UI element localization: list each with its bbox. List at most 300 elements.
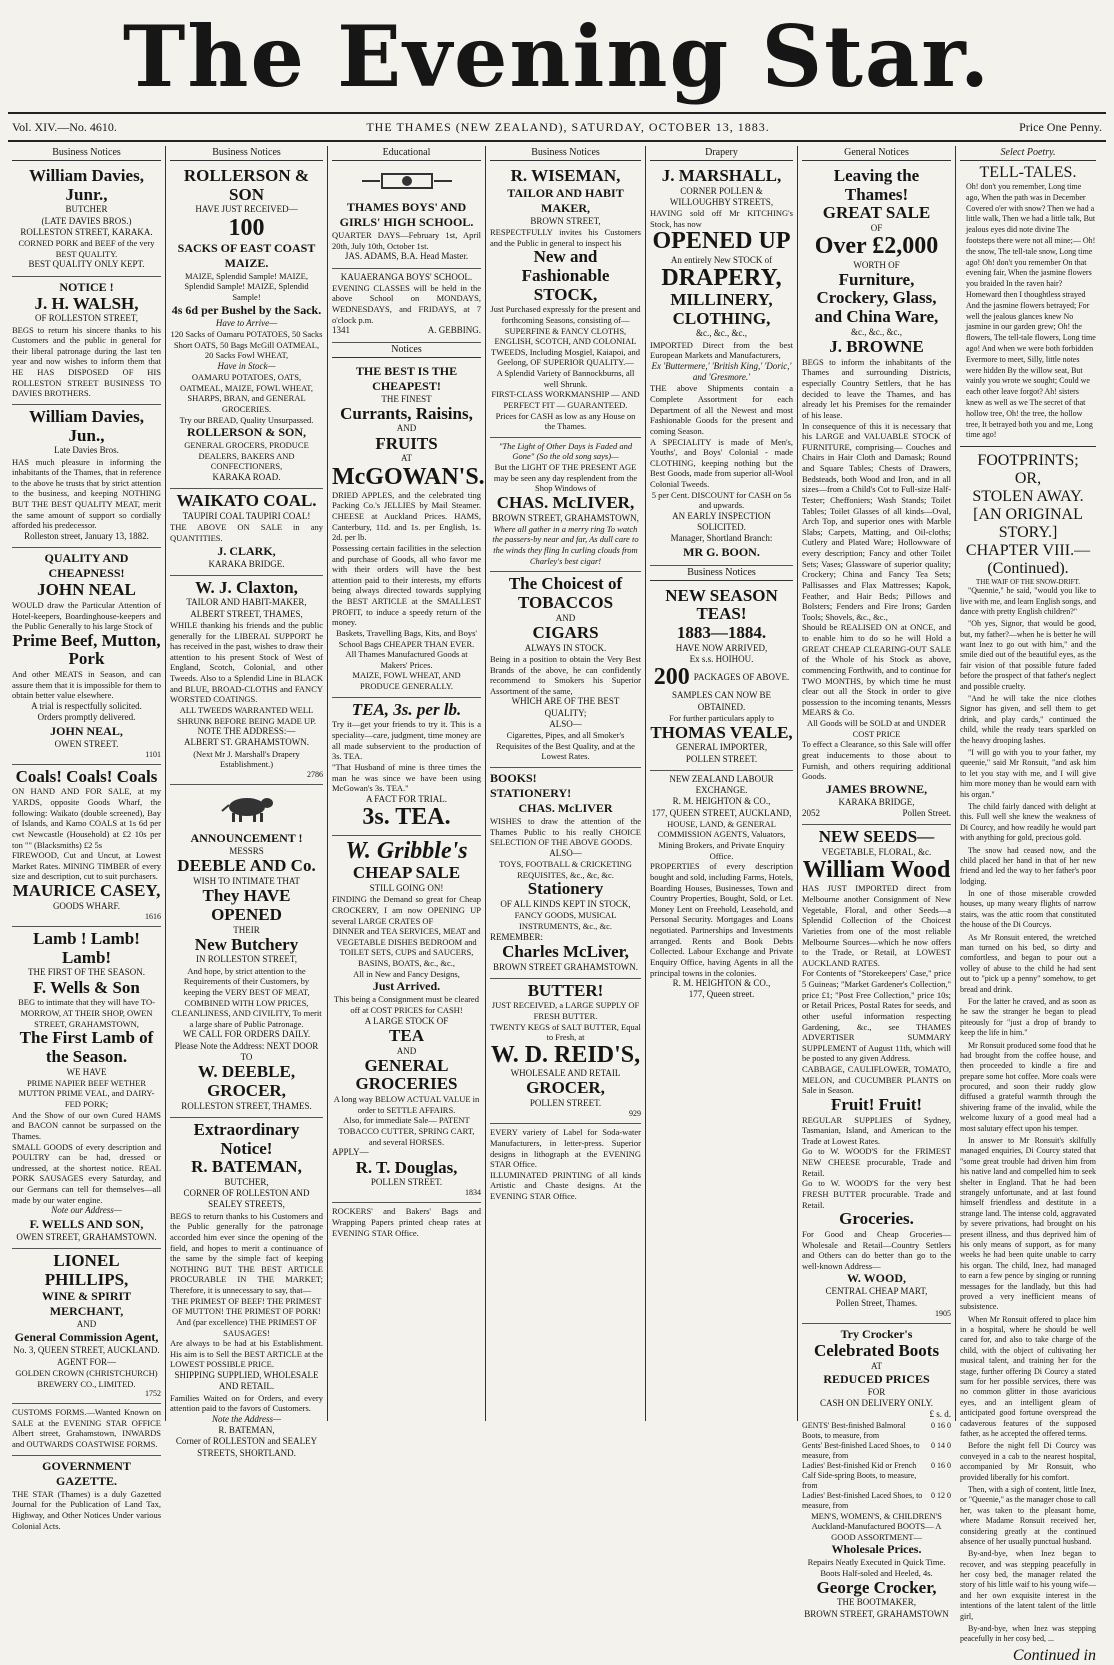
ad-and: AND: [555, 612, 576, 623]
price-row: [802, 1491, 951, 1511]
ad-name: CHAS. McLIVER,: [496, 492, 635, 512]
ad-price: 4s 6d per Bushel by the Sack.: [171, 302, 322, 317]
ad-body-3: Should be REALISED ON at ONCE, and to enable him to do so he will Hold a GREAT CHEAP CLEARING-OUT SALE of the Whole of his Stock as above, commencing Forthwith, and to continue for TWO MONTHS, by which time he must clear out all the Stock in order to give possession to the incoming tenants, Messrs MEARS & Co.: [802, 622, 951, 718]
ad-body-2: PROPERTIES of every description bought and sold, including Farms, Hotels, Boarding Houses, Businesses, Town and Country Properties, Bought, Sold, or Let. Money Lent on Freehold, Leasehold, and Personal Security. Mortgages and Loans negotiated. Partnerships and Investments arranged. Rents and Book Debts Collected. Labour Exchange and Private Enquiry Office, having Agents in all the principal towns in the colonies.: [650, 861, 793, 978]
column-header: Business Notices: [490, 146, 641, 161]
story-paragraph: The snow had ceased now, and the child placed her hand in that of her new friend and led the way to her father's poor lodging.: [960, 845, 1096, 886]
ad-name: W. Gribble's: [345, 838, 468, 865]
ad-trade: TAILOR AND HABIT-MAKER,: [186, 597, 307, 608]
ad-government-gazette: [12, 1456, 161, 1537]
price-item: GENTS' Best-finished Balmoral Boots, to measure, from: [802, 1420, 906, 1440]
place-and-date: THE THAMES (NEW ZEALAND), SATURDAY, OCTOBER 13, 1883.: [366, 119, 770, 134]
ad-goods: Furniture, Crockery, Glass, and China Ware,: [814, 269, 939, 327]
ad-name: J. H. WALSH,: [34, 293, 139, 313]
ad-body: GOLDEN CROWN (CHRISTCHURCH) BREWERY CO., LIMITED.: [15, 1367, 158, 1389]
ad-footer: Rolleston street, January 13, 1882.: [24, 530, 149, 541]
ad-list: PRIME NAPIER BEEF WETHER MUTTON PRIME VEAL, and DAIRY-FED PORK;: [18, 1077, 155, 1110]
ad-davies-jun: [12, 405, 161, 548]
ad-heading: Stationery: [527, 879, 604, 899]
ad-gribbles: [332, 836, 481, 1203]
ad-body-3: CABBAGE, CAULIFLOWER, TOMATO, MELON, and CUCUMBER PLANTS on Sale in Season.: [802, 1064, 951, 1096]
ad-intro: HAVE JUST RECEIVED—: [195, 204, 298, 215]
ad-manager: Manager, Shortland Branch:: [670, 533, 773, 544]
ad-ship: Ex s.s. HOIHOU.: [689, 654, 754, 664]
ad-body: WOULD draw the Particular Attention of Hotel-keepers, Boardinghouse-keepers and the Public Generally to his large Stock of: [12, 599, 161, 632]
ad-body-3: OF ALL KINDS KEPT IN STOCK,: [500, 899, 631, 910]
ad-body: HOUSE, LAND, & GENERAL COMMISSION AGENTS, Valuators, Mining Brokers, and Private Enquiry Office.: [657, 818, 786, 861]
ad-name: J. MARSHALL,: [661, 166, 782, 185]
ad-body-2: And other MEATS in Season, and can assure them that it is impossible for them to obtain better value elsewhere.: [12, 669, 161, 701]
ad-remember: REMEMBER:: [490, 931, 544, 942]
ad-body-2: Are always to be had at his Establishment. His aim is to Sell the BEST ARTICLE at the LOWEST POSSIBLE PRICE.: [170, 1338, 323, 1370]
ad-heading: The Choicest of: [508, 574, 623, 594]
ad-goods: Currants, Raisins,: [340, 403, 473, 423]
ad-and: AND: [396, 1045, 417, 1056]
ad-stock: Have in Stock—: [217, 360, 276, 371]
ad-sign-address: GOODS WHARF.: [52, 900, 121, 911]
story-paragraph: The child fairly danced with delight at this. Full well she knew the weakness of Di Courcy, and how readily he would part with anything for gold, precious gold.: [960, 801, 1096, 843]
ad-trade: THE BOOTMAKER,: [837, 1597, 916, 1608]
ad-body-3: MEN'S, WOMEN'S, & CHILDREN'S Auckland-Manufactured BOOTS— A GOOD ASSORTMENT—: [811, 1510, 942, 1542]
masthead: [8, 0, 1106, 114]
ad-sign-address: POLLEN STREET.: [370, 1177, 443, 1188]
ad-body-2: ALL TWEEDS WARRANTED WELL SHRUNK BEFORE BEING MADE UP.: [176, 704, 317, 726]
ad-trade: GENERAL IMPORTER,: [675, 742, 768, 753]
price-value: 0 16 0: [931, 1420, 951, 1430]
ad-signature: A. GEBBING.: [427, 325, 481, 336]
newspaper-title: The Evening Star.: [122, 6, 992, 106]
ad-body: THE STAR (Thames) is a duly Gazetted Journal for the Publication of Land Tax, Highway, and Other Notices Under various Colonial Acts.: [12, 1488, 161, 1531]
ad-address-label: Note the Address—: [212, 1413, 281, 1424]
ad-body-4: A long way BELOW ACTUAL VALUE in order to SETTLE AFFAIRS.: [333, 1094, 480, 1115]
ad-body-4: All Goods will be SOLD at and UNDER COST PRICE: [806, 718, 947, 739]
ad-body-3: For further particulars apply to: [669, 712, 774, 723]
ad-body-4: THE above Shipments contain a Complete Assortment for each Department of all the Newest and most Fashionable Goods for the present and coming Season.: [650, 383, 793, 436]
ad-heading: GOVERNMENT GAZETTE.: [42, 1458, 131, 1488]
price-value: 0 14 0: [931, 1440, 951, 1450]
ad-their: THEIR: [233, 924, 260, 935]
ad-address-label: NOTE THE ADDRESS:—: [197, 726, 296, 737]
ad-sub-2: A LARGE STOCK OF: [364, 1015, 449, 1026]
ad-goods-2: CIGARS: [532, 622, 599, 642]
ad-name: J. BROWNE: [829, 337, 924, 357]
ad-etc: &c., &c., &c.,: [851, 326, 902, 337]
ad-sign-2: GENERAL GROCERS, PRODUCE DEALERS, BAKERS AND CONFECTIONERS,: [184, 440, 309, 472]
ad-big-text: 3s. TEA.: [362, 804, 451, 830]
ad-name: R. M. HEIGHTON & CO.,: [672, 796, 771, 807]
ad-body-3: IMPORTED Direct from the best European Markets and Manufacturers,: [650, 339, 793, 361]
ad-address: CORNER POLLEN & WILLOUGHBY STREETS,: [669, 185, 774, 207]
story-tag: [AN ORIGINAL STORY.]: [973, 506, 1083, 542]
ad-packages-label: PACKAGES OF ABOVE.: [693, 672, 790, 683]
ad-address: BROWN STREET, GRAHAMSTOWN,: [492, 512, 639, 523]
ad-number: 200: [653, 664, 690, 691]
ad-agent: AGENT FOR—: [56, 1356, 117, 1367]
ad-call: WE CALL FOR ORDERS DAILY.: [182, 1029, 311, 1040]
ad-name: R. BATEMAN,: [191, 1157, 302, 1177]
ad-bateman: [170, 1118, 323, 1464]
ad-goods: New Butchery: [194, 934, 299, 954]
ad-body-4: All Thames Manufactured Goods at Makers' Prices.: [345, 649, 468, 670]
poem-text: Oh! don't you remember, Long time ago, When the path was in December Covered o'er with snow? Then we had a little walk, Then we had a little talk, But jealous eyes did note divine The footsteps there were not all mine;— Oh! the snow, The tell-tale snow, Long time ago! Oh! don't you remember On that evening fair, When the jasmine flowers you braided In the raven hair? Homeward then I thoughtless strayed And the jasmine flowers betrayed; For well the jealous glances knew No jasmine in our garden grew; Oh! the flowers, The tell-tale flowers, Long time ago! And when we were both forbidden Evermore to meet, Silly, little notes were hidden By the willow seat, But vainly you wrote we sought; Could we each other leave forgot? Ah! sisters knew as well as we The secret of that hollow tree, Oh! the tree, the hollow tree, It betrayed both you and me, Long time ago!: [966, 182, 1096, 440]
chapter-title: THE WAIF OF THE SNOW-DRIFT.: [975, 578, 1081, 587]
ad-marshall: [650, 164, 793, 566]
ad-body-3: Families Waited on for Orders, and every attention paid to the favors of Customers.: [170, 1392, 323, 1414]
ad-body-4: FIRST-CLASS WORKMANSHIP — AND PERFECT FIT — GUARANTEED.: [491, 389, 640, 410]
ad-body-3: This being a Consignment must be cleared off at COST PRICES for CASH!: [334, 994, 479, 1015]
ad-new-teas: [650, 584, 793, 771]
ad-body-7: For Good and Cheap Groceries—Wholesale and Retail—Country Settlers and Others can do better than go to the well-known Address—: [802, 1228, 951, 1271]
ad-trade: TAILOR AND HABIT MAKER,: [507, 185, 624, 215]
ad-body-7: AN EARLY INSPECTION SOLICITED.: [672, 510, 771, 533]
story-paragraph: By-and-bye, when Inez was stepping peacefully in her cosy bed, ...: [960, 1624, 1096, 1644]
ad-list-3: OAMARU POTATOES, OATS, OATMEAL, MAIZE, FOWL WHEAT, SHARPS, BRAN, and GENERAL GROCERIES.: [180, 372, 313, 414]
chapter-heading: CHAPTER VIII.—(Continued).: [965, 542, 1091, 578]
story-paragraph: "And he will take the nice clothes Signor has given, and sell them to get drink, and play cards," continued the child, while the ready tears sparkled on the heavy drooping lashes.: [960, 694, 1096, 745]
ad-list: MAIZE, Splendid Sample! MAIZE, Splendid Sample! MAIZE, Splendid Sample!: [184, 270, 309, 303]
ad-signature: MAURICE CASEY,: [12, 881, 161, 901]
ad-signature: W. DEEBLE, GROCER,: [197, 1062, 296, 1100]
ad-ref-number: 1752: [145, 1389, 161, 1399]
ad-manager-name: MR G. BOON.: [683, 544, 760, 559]
ad-body-2: WHICH ARE OF THE BEST QUALITY;: [511, 696, 620, 718]
ad-sign-address: KARAKA ROAD.: [212, 472, 281, 483]
ad-name: F. Wells & Son: [33, 977, 140, 997]
ad-william-wood: [802, 825, 951, 1324]
ad-note: (LATE DAVIES BROS.): [41, 215, 132, 226]
ad-body: WHILE thanking his friends and the public generally for the LIBERAL SUPPORT he has received in the past, wishes to draw their attention to his present Stock of West of England, Scotch, Colonial, and other Tweeds. Also to a Splendid Line in BLACK and BLUE, BROAD-CLOTHS and FANCY WORSTED COATINGS.: [170, 619, 323, 705]
ad-body: ON HAND AND FOR SALE, at my YARDS, opposite Goods Wharf, the following: Waikato (double screened), Bay of Islands, and Kamo COALS at 1s 6d per cwt Newcastle (Household) at £2 10s per ton "" (Blacksmiths) £2 5s: [12, 786, 161, 850]
ad-name: DEEBLE AND Co.: [177, 856, 316, 876]
ad-body: RESPECTFULLY invites his Customers and the Public in general to inspect his: [490, 226, 641, 248]
ad-heading: TEA, 3s. per lb.: [351, 699, 462, 719]
ad-body-2: In consequence of this it is necessary that his LARGE and VALUABLE STOCK of FURNITURE, comprising— Couches and Chairs in Hair Cloth and Damask; Round and Square Tables; Chests of Drawers, Bedsteads, both Wood and Iron, and in all sizes—from a Child's Cot to Full-size Half-Tester; Cheffoniers; Wash Stands; Toilet Tables; Toilet Glasses of all kinds—Oval, Arch Top, and superior ones with Marble Slabs; Carpets, Matting, and Oil-cloths; Cutlery and Plated Ware; Hollowware of every description; Fancy and other Toilet Sets; Vases; Glassware of superior quality; Crockery; China and Fancy Tea Sets; Pallisasses and Flax Mattresses; Kapok, Feather, and Hair Beds; Pillows and Bolsters; Fenders and Fire Irons; Garden Tools; Shovels, &c., &c.,: [802, 420, 951, 622]
column-header: General Notices: [802, 146, 951, 161]
story-title: FOOTPRINTS;: [977, 452, 1079, 470]
ad-body-2: FIREWOOD, Cut and Uncut, at Lowest Market Rates. MINING TIMBER of every size and description, cut to suit purchasers.: [12, 850, 161, 882]
story-paragraph: "Oh yes, Signor, that would be good, but, my father?—when he is better he will want Inez to go out with him," and the smile died out of the beautiful eyes, as the fair vision of that possible future faded before the prospect of that father's neglect and possible cruelty.: [960, 619, 1096, 691]
ad-and: AND: [396, 423, 417, 434]
ad-heading: ANNOUNCEMENT !: [190, 830, 303, 845]
story-paragraph: By-and-bye, when Inez began to recover, and was stepping peacefully in her cosy bed, the manager related the story of his little waif to his young wife—and her own exquisite interest in the intentions of the latent talent of the little girl,: [960, 1549, 1096, 1621]
ad-goods-2: FRUITS: [375, 433, 438, 453]
ad-body-5: Go to W. WOOD'S for the FRIMEST NEW CHEESE procurable, Trade and Retail.: [802, 1146, 951, 1178]
ad-body: BEGS to return his sincere thanks to his Customers and the public in general for their liberal patronage during the last ten year and now wishes to inform them that HE HAS DISPOSED OF HIS ROLLESTON STREET BUSINESS TO DAVIES BROTHERS.: [12, 324, 161, 399]
ad-trade-2: GROCER,: [526, 1078, 605, 1098]
ad-goods: TOBACCOS: [517, 593, 614, 612]
ad-name: THAMES BOYS' AND GIRLS' HIGH SCHOOL.: [339, 200, 474, 229]
price-item: Gents' Best-finished Laced Shoes, to measure, from: [802, 1440, 920, 1460]
crest-icon: [352, 170, 462, 192]
ad-ships: Ex 'Buttermere,' 'British King,' 'Doric,' and 'Gresmore.': [651, 360, 792, 383]
ad-john-neal: [12, 548, 161, 765]
ad-goods-2: MILLINERY,: [670, 290, 773, 310]
bull-icon: [217, 791, 277, 823]
ad-customs-forms: [12, 1404, 161, 1456]
ad-signature: JAMES BROWNE,: [825, 781, 928, 796]
ad-heading: NEW ZEALAND LABOUR EXCHANGE.: [669, 773, 774, 795]
ad-sign-address-2: Pollen Street.: [902, 808, 951, 818]
ad-body-2: Just Purchased expressly for the present and forthcoming Seasons, consisting of— SUPERFINE & FANCY CLOTHS, ENGLISH, SCOTCH, AND COLONIAL TWEEDS, Including Mosgiel, Kaiapoi, and Geelong, OF SUPERIOR QUALITY.—: [490, 304, 641, 368]
story-paragraph: Mr Ronsuit produced some food that he had brought from the coffee house, and then proceeded to kindle a fire and prepare some hot coffee. More coals were procured, and soon their ruddy glow diffused a grateful warmth through the shivering frame of the invalid, while the welcome luxury of a good meal had a most salutary effect upon his temper.: [960, 1040, 1096, 1133]
ad-heading: NEW SEASON TEAS!: [665, 585, 778, 624]
story-paragraph: In answer to Mr Ronsuit's skilfully managed enquiries, Di Courcy stated that "some great trouble had driven him from his native land and compelled him to seek shelter in England. That he had been strangely unfortunate, and at last found himself friendless and destitute in a strange land. The intense cold, aggravated by severe privations, had brought on his present illness, and thus deprived him of his only means of support, as for many weeks he had been quite unable to carry his organ. The child, Inez, had managed to earn a few pence by singing or running messages for the landlady, but this had proved a very inefficient means of subsistence.: [960, 1136, 1096, 1312]
ad-sign-address: Corner of ROLLESTON and SEALEY STREETS, SHORTLAND.: [175, 1436, 318, 1458]
story-subtitle: STOLEN AWAY.: [972, 488, 1084, 506]
ad-sub: THE FIRST OF THE SEASON.: [28, 967, 145, 978]
volume-number: Vol. XIV.—No. 4610.: [12, 119, 117, 134]
ad-sign-address: Pollen Street, Thames.: [835, 1297, 918, 1308]
ad-body-4: Repairs Neatly Executed in Quick Time. Boots Half-soled and Heeled, 4s.: [807, 1557, 946, 1579]
ad-william-davies: [12, 164, 161, 277]
ad-heading: NEW SEEDS—: [818, 827, 935, 847]
column-6: [798, 146, 956, 1619]
ad-sign-2: CENTRAL CHEAP MART,: [825, 1286, 928, 1297]
ad-goods: TEA: [389, 1025, 424, 1045]
ad-mcliver-light: [490, 438, 641, 573]
ad-and: AND: [76, 1319, 97, 1330]
ad-body-5: Prices for CASH as low as any House on the Thames.: [495, 410, 636, 432]
ad-heading: Leaving the Thames!: [833, 166, 920, 204]
ad-also: ALSO—: [549, 718, 582, 729]
ad-signature: R. T. Douglas,: [355, 1157, 458, 1177]
ad-body-2: CASH ON DELIVERY ONLY.: [819, 1398, 934, 1409]
ad-heading: THE BEST IS THE CHEAPEST!: [355, 363, 458, 393]
ad-body: Being in a position to obtain the Very Best Brands of the above, he can confidently recommend to Smokers his Superior Assortment of the same,: [490, 653, 641, 696]
ad-coals: [12, 765, 161, 927]
ad-stationery: STATIONERY!: [490, 786, 572, 800]
column-7: [956, 146, 1100, 1664]
ad-tobacco: [490, 572, 641, 768]
ad-sign-address: ROLLESTON STREET, THAMES.: [181, 1100, 312, 1111]
ad-verse: Where all gather in a merry ring To watch the passers-by near and far, As dull care to the winds they fling In curling clouds from Charley's best cigar!: [492, 523, 639, 566]
ad-body-2: ILLUMINATED PRINTING of all kinds Artistic and Chaste designs. At the EVENING STAR Office.: [490, 1169, 641, 1202]
column-header: Business Notices: [170, 146, 323, 161]
column-2: [166, 146, 328, 1458]
ad-ref-number: 1616: [145, 912, 161, 921]
ad-body: EVENING CLASSES will be held in the above School on MONDAYS, WEDNESDAYS, and FRIDAYS, at 7 o'clock p.m.: [332, 282, 481, 325]
ad-footer: [802, 808, 951, 819]
ad-currency: £ s. d.: [929, 1409, 951, 1420]
price-row: [802, 1421, 951, 1441]
ad-shipping: SHIPPING SUPPLIED, WHOLESALE AND RETAIL.: [174, 1370, 319, 1392]
ad-crocker: [802, 1324, 951, 1625]
ad-arrived: Just Arrived.: [372, 979, 441, 994]
ad-deeble: [170, 785, 323, 1118]
columns: [8, 146, 1106, 1664]
ad-heading: Lamb ! Lamb! Lamb!: [33, 929, 140, 967]
ad-body-3: A Splendid Variety of Bannockburns, all well Shrunk.: [496, 368, 635, 389]
column-header: Select Poetry.: [960, 146, 1096, 161]
story-paragraph: Then, with a sigh of content, little Inez, or "Queenie," as the manager chose to call her, was taken to the pleasant home, where Madame Ronsuit received her, considering greatly at the continued absence of her usually punctual husband.: [960, 1484, 1096, 1546]
ad-body-2: TOYS, FOOTBALL & CRICKETING REQUISITES, &c., &c, &c.: [499, 859, 632, 880]
ad-body: EVERY variety of Label for Soda-water Manufacturers, in letter-press. Superior designs in lithograph at the EVENING STAR Office.: [490, 1127, 641, 1170]
ad-rollerson-maize: [170, 164, 323, 489]
ad-address: OF ROLLESTON STREET,: [35, 313, 138, 324]
ad-name: LIONEL PHILLIPS,: [44, 1250, 129, 1289]
ad-body: WISH TO INTIMATE THAT: [193, 875, 300, 886]
ad-big-number: 100: [228, 214, 265, 241]
ad-list-2: 120 Sacks of Oamaru POTATOES, 50 Sacks Short OATS, 50 Bags McGill OATMEAL, 20 Sacks Fowl WHEAT,: [170, 328, 323, 361]
ad-at: AT: [871, 1360, 882, 1371]
ad-name: ROLLERSON & SON: [183, 166, 310, 204]
ad-of: OF: [870, 223, 883, 234]
ad-trade: BUTCHER,: [224, 1176, 269, 1187]
ad-sign-address: OWEN STREET.: [54, 738, 119, 749]
ad-body-5: Also, for immediate Sale— PATENT TOBACCO CUTTER, SPRING CART, and several HORSES.: [338, 1115, 475, 1147]
ad-wiseman: [490, 164, 641, 438]
ad-body: HAVING sold off Mr KITCHING's Stock, has now: [650, 208, 793, 229]
story-paragraph: "I will go with you to your father, my queenie," said Mr Ronsuit, "and ask him to let you stay with me, and I will give him more money than he would earn with his organ.": [960, 747, 1096, 799]
ad-body-3: Cigarettes, Pipes, and all Smoker's Requisites of the Best Quality, and at the Lowest Rates.: [496, 730, 635, 762]
story-body: [960, 586, 1096, 1645]
ad-body-4: FANCY GOODS, MUSICAL INSTRUMENTS, &c., &c.: [514, 910, 617, 931]
ad-goods: Prime Beef, Mutton, Pork: [12, 630, 161, 669]
ad-packages: [650, 665, 793, 690]
ad-books: BOOKS!: [490, 771, 537, 785]
poem-title: TELL-TALES.: [979, 164, 1077, 181]
ad-body: ROCKERS' and Bakers' Bags and Wrapping Papers printed cheap rates at EVENING STAR Office.: [332, 1206, 481, 1238]
ad-labels-printing: [490, 1124, 641, 1206]
story-paragraph: Before the night fell Di Courcy was conveyed in a cab to the nearest hospital, accompanied by Mr Ronsuit, who provided liberally for his comfort.: [960, 1441, 1096, 1482]
ad-body-3: Baskets, Travelling Bags, Kits, and Boys' School Bags CHEAPER THAN EVER.: [336, 627, 477, 649]
ad-signature: ROLLERSON & SON,: [186, 425, 307, 440]
ad-body-5: MAIZE, FOWL WHEAT, AND PRODUCE GENERALLY.: [352, 670, 461, 692]
column-5: [646, 146, 798, 1421]
ad-arrive: Have to Arrive—: [215, 317, 278, 328]
ad-heading: BUTTER!: [527, 980, 604, 1000]
ad-fact: A FACT FOR TRIAL.: [365, 793, 448, 804]
ad-body: BEGS to return thanks to his Customers and the Public generally for the patronage accorded him ever since the opening of the field, and hopes to merit a continuance of the same by the simple fact of keeping NOTHING BUT THE BEST ARTICLE PROCURABLE IN THE MARKET; Therefore, it is unnecessary to say, that—: [170, 1210, 323, 1295]
ad-goods-2: GENERAL GROCERIES: [355, 1055, 458, 1094]
ad-body-2: And the Show of our own Cured HAMS and BACON cannot be surpassed on the Thames.: [12, 1109, 161, 1141]
ad-claxton: [170, 576, 323, 785]
ad-body: BEGS to inform the inhabitants of the Thames and surrounding Districts, especially Country Settlers, that he has decided to leave the Thames, and has already let his Premises for the remainder of his lease.: [802, 356, 951, 420]
ad-body-4: REGULAR SUPPLIES of Sydney, Tasmanian, Island, and American to the Trade at Lowest Rates.: [802, 1114, 951, 1146]
ad-address: No. 3, QUEEN STREET, AUCKLAND.: [13, 1345, 160, 1356]
ad-address: 177, QUEEN STREET, AUCKLAND,: [651, 807, 792, 818]
ad-name: W. J. Claxton,: [195, 577, 298, 597]
ad-kauaeranga-school: [332, 269, 481, 343]
ad-we-have: WE HAVE: [66, 1066, 107, 1077]
ad-address: CORNER OF ROLLESTON AND SEALEY STREETS,: [183, 1188, 310, 1210]
column-3: [328, 146, 486, 1421]
ad-signature: R. BATEMAN,: [218, 1425, 275, 1435]
price-list: [802, 1421, 951, 1511]
ad-heading: WAIKATO COAL.: [176, 491, 317, 511]
ad-address: POLLEN STREET.: [529, 1098, 602, 1109]
ad-signature: Charles McLiver,: [502, 941, 629, 961]
continued-note: Continued in: [1012, 1646, 1096, 1664]
ad-body: JUST RECEIVED, a LARGE SUPPLY OF FRESH BUTTER.: [491, 1000, 640, 1022]
story-paragraph: "Quennie," he said, "would you like to live with me, and learn English songs, and dance with pretty English children?": [960, 586, 1096, 616]
ad-body: WISHES to draw the attention of the Thames Public to his really CHOICE SELECTION OF THE ABOVE GOODS.: [490, 816, 641, 848]
ad-address: ALBERT STREET, THAMES,: [190, 608, 303, 619]
ad-body: DRIED APPLES, and the celebrated ting Packing Co.'s JELLIES by Mail Steamer. CHEESE at Auckland Prices. HAMS, Canterbury, 11d. and 1s. per English, 1s. 2d. per lb.: [332, 489, 481, 543]
ad-goods: DRAPERY,: [661, 264, 782, 291]
ad-groceries: Groceries.: [839, 1209, 914, 1229]
ad-worth: WORTH OF: [853, 259, 900, 270]
ad-trade-2: General Commission Agent,: [14, 1330, 159, 1345]
divider: [960, 446, 1096, 447]
ad-body-5: A SPECIALITY is made of Men's, Youths', and Boys' Colonial - made CLOTHING, keeping nothing but the Best Goods, made from superior all-Wool Colonial Tweeds.: [650, 436, 793, 490]
ad-heading: Extraordinary Notice!: [193, 1119, 300, 1158]
ad-body: Try it—get your friends to try it. This is a speciality—care, judgment, time money are all made subservient to the production of 3s. TEA.: [332, 719, 481, 762]
ad-sub: THE FINEST: [381, 393, 432, 404]
story-paragraph: In one of those miserable crowded houses, up many weary flights of narrow stairs, was the attic room that constituted the house of the Di Courcys.: [960, 889, 1096, 930]
ad-name: R. WISEMAN,: [510, 166, 621, 185]
ad-signature: F. WELLS AND SON,: [29, 1216, 144, 1231]
ad-ref-number: 1101: [145, 749, 161, 759]
ad-signature: JAS. ADAMS, B.A. Head Master.: [344, 251, 469, 262]
ad-name: William Davies, Junr.,: [29, 166, 144, 204]
ad-body-2: An entirely New STOCK of: [670, 254, 773, 265]
ad-body: CORNED PORK and BEEF of the very BEST QUALITY.: [18, 238, 155, 259]
ad-body-6: 5 per Cent. DISCOUNT for CASH on 5s and upwards.: [651, 489, 792, 511]
ad-body: HAS JUST IMPORTED direct from Melbourne another Consignment of New Vegetable, Floral, and other Seeds—a Splendid Collection of the Choicest Varieties from one of the most reliable Melbourne Sources—which he now offers to the Trade, or Retail, at LOWEST AUCKLAND RATES.: [802, 883, 951, 968]
price-value: 0 16 0: [931, 1460, 951, 1470]
ad-heading: QUALITY AND CHEAPNESS!: [44, 551, 129, 581]
ad-bags-printing: [332, 1203, 481, 1243]
ad-address: IN ROLLESTON STREET,: [196, 954, 297, 965]
ad-address-2: ALBERT ST. GRAHAMSTOWN.: [184, 737, 309, 748]
ad-for: FOR: [867, 1386, 886, 1397]
ad-years: 1883—1884.: [676, 623, 767, 643]
ad-lionel-phillips: [12, 1249, 161, 1404]
ad-sign-address: OWEN STREET, GRAHAMSTOWN.: [16, 1231, 157, 1242]
ad-name: George Crocker,: [816, 1577, 937, 1597]
ad-body-2: All in New and Fancy Designs,: [353, 968, 460, 979]
ad-signature: JOHN NEAL,: [50, 723, 123, 738]
ad-footer: [332, 325, 481, 336]
ad-body: REDUCED PRICES: [823, 1371, 930, 1386]
ad-messrs: MESSRS: [229, 845, 264, 856]
ad-ref-number: 1341: [332, 325, 350, 336]
story-paragraph: When Mr Ronsuit offered to place him in a hospital, where he should be well cared for, and also to take charge of the child, with the object of cultivating her musical talent, and training her for the stage, further offering Di Courcy a stated sum for her possible services, there was no common glitter in those avaricious eyes, and an intelligent gleam of anticipated good fortune overspread the cadaverous features of the supposed father, as he accepted the offered terms.: [960, 1314, 1096, 1438]
ad-body-5: To effect a Clearance, so this Sale will offer great inducements to those about to Furnish, and others requiring additional Goods.: [802, 739, 951, 782]
column-header: Business Notices: [12, 146, 161, 161]
ad-lot: SACKS OF EAST COAST MAIZE.: [177, 240, 316, 270]
ad-name: JOHN NEAL: [37, 580, 136, 600]
ad-address: ROLLESTON STREET, KARAKA.: [20, 226, 153, 237]
ad-body: CUSTOMS FORMS.—Wanted Known on SALE at the EVENING STAR OFFICE Albert street, Grahamstown, INWARDS and OUTWARDS COASTWISE FORMS.: [12, 1407, 161, 1450]
ad-name: CHAS. McLIVER: [518, 801, 613, 815]
ad-footer: BEST QUALITY ONLY KEPT.: [28, 259, 145, 270]
ad-signature: R. M. HEIGHTON & CO.,: [672, 978, 771, 989]
ad-note: (Next Mr J. Marshall's Drapery Establishment.): [193, 748, 300, 770]
ad-sub: VEGETABLE, FLORAL, &c.: [821, 846, 932, 857]
ad-amount: Over £2,000: [814, 233, 939, 260]
ad-books-stationery: [490, 768, 641, 979]
ad-address: BROWN STREET,: [530, 215, 601, 226]
ad-name: THOMAS VEALE,: [650, 722, 793, 742]
ad-apply: APPLY—: [332, 1147, 369, 1158]
ad-heading: NOTICE !: [59, 279, 114, 294]
ad-ref-number: 1905: [935, 1308, 951, 1318]
column-1: [8, 146, 166, 1531]
ad-body-6: Go to W. WOOD'S for the very best FRESH BUTTER procurable. Trade and Retail.: [802, 1178, 951, 1210]
ad-sign-address: KARAKA BRIDGE,: [838, 796, 915, 807]
ad-body-2: For Contents of "Storekeepers' Case," price 5 Guineas; "Market Gardener's Collection," price £1; "Post Free Collection," price 10s; or Retail Prices, Postal Rates for seeds, and other useful information respecting Gardening, &c., see THAMES ADVERTISER SUMMARY SUPPLEMENT of August 11th, which will be posted to any given Address.: [802, 968, 951, 1064]
price-row: [802, 1441, 951, 1461]
ad-body-2: They HAVE OPENED: [202, 886, 291, 924]
section-header: Notices: [332, 343, 481, 358]
ad-sub: STILL GOING ON!: [369, 883, 444, 894]
ad-body-2: TWENTY KEGS of SALT BUTTER, Equal to Fresh, at: [490, 1021, 641, 1043]
ad-list: THE PRIMEST OF BEEF! THE PRIMEST OF MUTTON! THE PRIMEST OF PORK! And (par excellence) THE PRIMEST OF SAUSAGES!: [171, 1295, 322, 1338]
ad-body-2: SAMPLES CAN NOW BE OBTAINED.: [671, 690, 772, 712]
ad-heading: KAUAERANGA BOYS' SCHOOL.: [340, 271, 473, 282]
